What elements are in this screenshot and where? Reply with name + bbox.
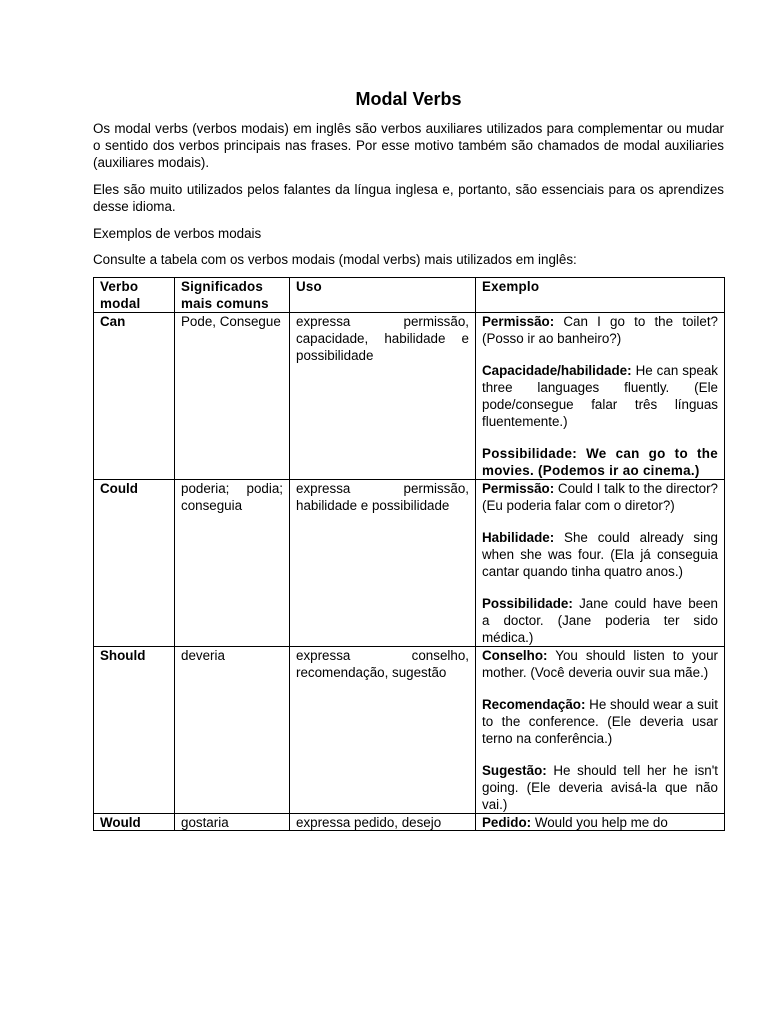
example-cell — [476, 647, 725, 814]
example-label: Possibilidade: — [482, 596, 573, 611]
example-label: Habilidade: — [482, 530, 555, 545]
example-cell — [476, 814, 725, 831]
header-use: Uso — [290, 278, 476, 313]
example-text: We can go to the movies. (Podemos ir ao cinema.) — [482, 446, 718, 478]
meanings-cell: poderia; podia; conseguia — [175, 480, 290, 647]
example-text: He should tell her he isn't going. (Ele deveria avisá-la que não vai.) — [482, 763, 718, 812]
header-verb: Verbo modal — [94, 278, 175, 313]
example-item — [482, 445, 718, 479]
example-cell — [476, 313, 725, 480]
example-cell — [476, 480, 725, 647]
table-intro-paragraph: Consulte a tabela com os verbos modais (modal verbs) mais utilizados em inglês: — [93, 252, 577, 267]
example-item — [482, 529, 718, 580]
table-row — [94, 313, 725, 480]
header-example: Exemplo — [476, 278, 725, 313]
example-item — [482, 696, 718, 747]
meanings-cell — [175, 814, 290, 831]
example-label: Permissão: — [482, 314, 555, 329]
intro-paragraph: Os modal verbs (verbos modais) em inglês são verbos auxiliares utilizados para complementar ou mudar o sentido dos verbos principais nas frases. Por esse motivo também são chamados de modal auxiliaries (auxiliares modais). — [93, 121, 724, 170]
use-cell: expressa permissão, capacidade, habilidade e possibilidade — [290, 313, 476, 480]
table-row — [94, 814, 725, 831]
table-header-row — [94, 278, 725, 313]
verb-cell — [94, 814, 175, 831]
example-item — [482, 595, 718, 646]
verb-cell: Should — [94, 647, 175, 814]
example-text: Jane could have been a doctor. (Jane poderia ter sido médica.) — [482, 596, 718, 645]
example-item — [482, 814, 718, 830]
verb-text: Would — [100, 815, 141, 830]
example-label: Capacidade/habilidade: — [482, 363, 632, 378]
example-label: Permissão: — [482, 481, 555, 496]
header-meanings: Significados mais comuns — [175, 278, 290, 313]
example-text: Can I go to the toilet? (Posso ir ao banheiro?) — [482, 314, 718, 346]
meanings-cell: Pode, Consegue — [175, 313, 290, 480]
example-text: He can speak three languages fluently. (Ele pode/consegue falar três línguas fluentemente.) — [482, 363, 718, 429]
examples-heading: Exemplos de verbos modais — [93, 226, 262, 241]
example-item — [482, 313, 718, 347]
meanings-text: gostaria — [181, 815, 229, 830]
table-row — [94, 480, 725, 647]
page-title: Modal Verbs — [355, 89, 462, 109]
use-cell: expressa permissão, habilidade e possibilidade — [290, 480, 476, 647]
table-row — [94, 647, 725, 814]
verb-cell: Could — [94, 480, 175, 647]
example-text: Could I talk to the director? (Eu poderia falar com o diretor?) — [482, 481, 718, 513]
example-text: You should listen to your mother. (Você deveria ouvir sua mãe.) — [482, 648, 718, 680]
document-page — [93, 88, 724, 831]
example-item — [482, 480, 718, 514]
use-cell — [290, 814, 476, 831]
example-item — [482, 362, 718, 430]
example-label: Recomendação: — [482, 697, 586, 712]
example-text: She could already sing when she was four. (Ela já conseguia cantar quando tinha quatro anos.) — [482, 530, 718, 579]
example-label: Pedido: — [482, 815, 532, 830]
verb-cell: Can — [94, 313, 175, 480]
example-text: He should wear a suit to the conference. (Ele deveria usar terno na conferência.) — [482, 697, 718, 746]
meanings-cell: deveria — [175, 647, 290, 814]
use-cell: expressa conselho, recomendação, sugestão — [290, 647, 476, 814]
usage-paragraph: Eles são muito utilizados pelos falantes da língua inglesa e, portanto, são essenciais para os aprendizes desse idioma. — [93, 182, 724, 214]
example-label: Conselho: — [482, 648, 548, 663]
example-text: Would you help me do — [531, 815, 668, 830]
example-item — [482, 762, 718, 813]
example-label: Sugestão: — [482, 763, 547, 778]
example-label: Possibilidade: — [482, 446, 577, 461]
example-item — [482, 647, 718, 681]
modal-verbs-table — [93, 277, 725, 831]
use-text: expressa pedido, desejo — [296, 815, 442, 830]
